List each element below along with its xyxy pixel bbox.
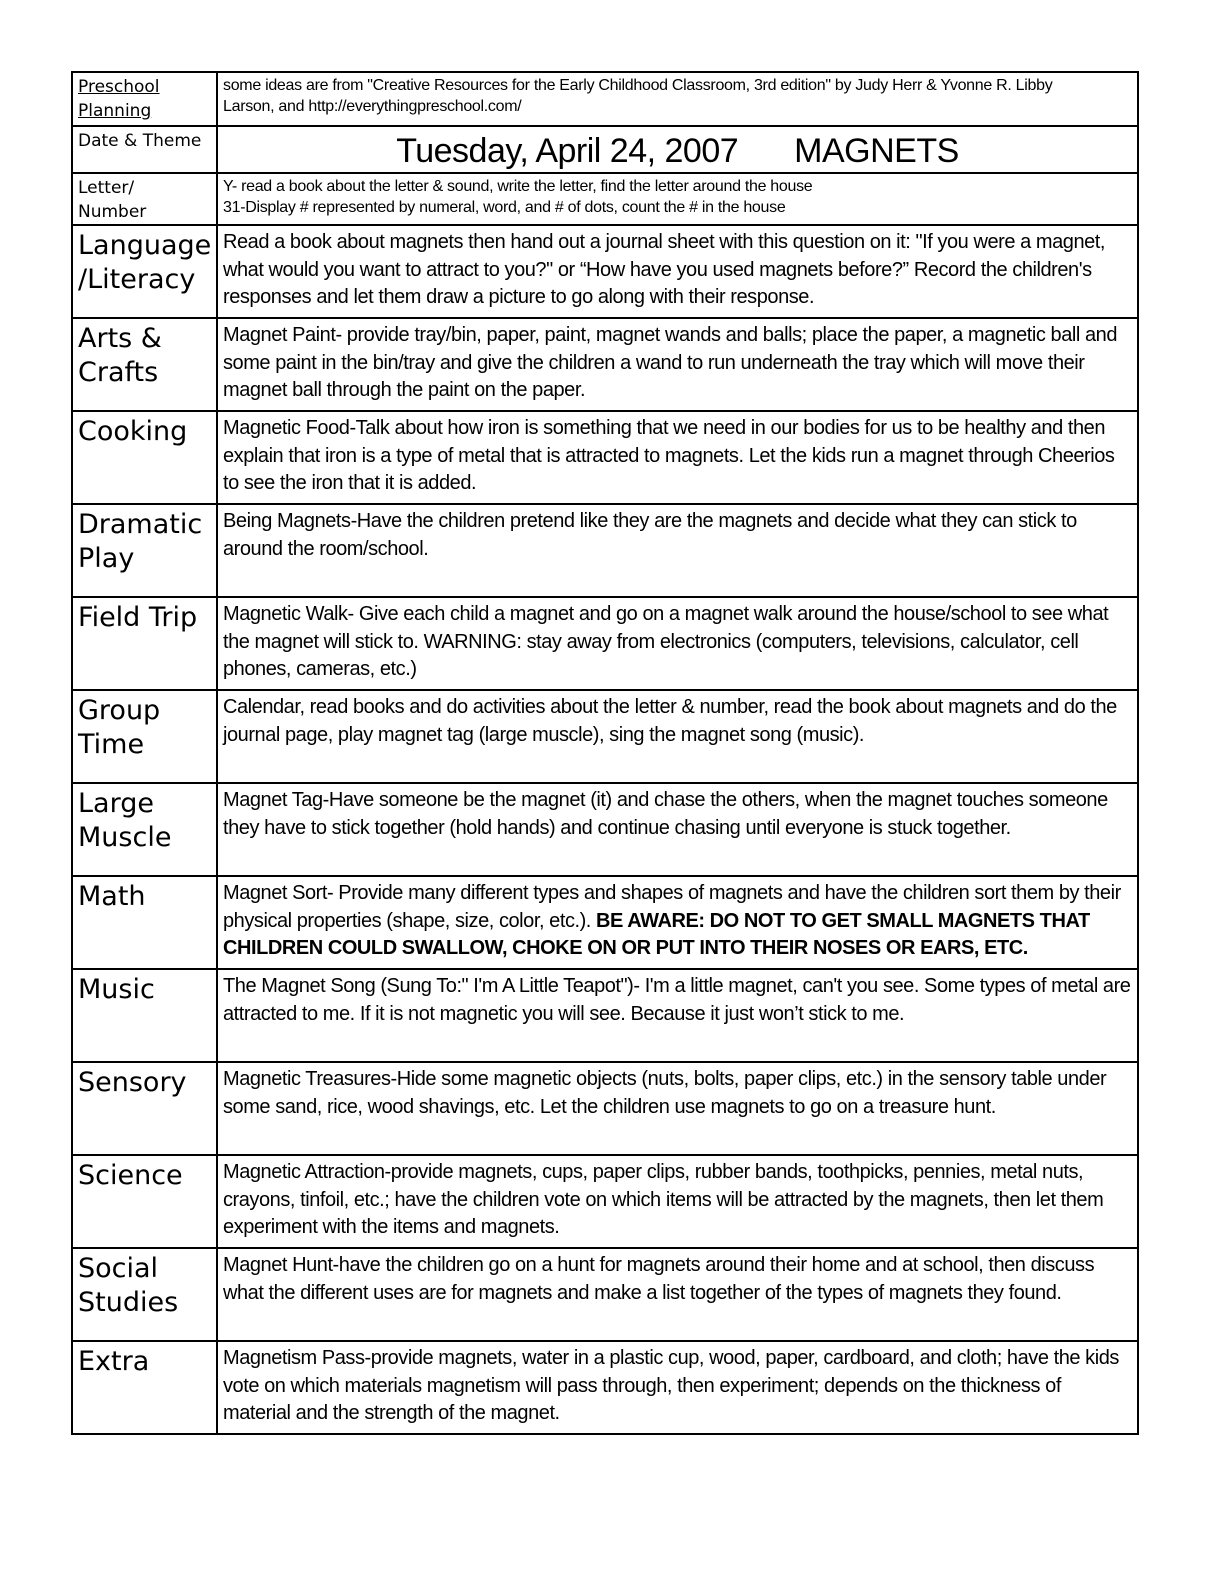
header-label: Preschool Planning [78,77,160,121]
activity-row-social-studies [72,1248,1138,1341]
activity-row-arts-crafts [72,318,1138,411]
activity-label-cell [72,597,217,690]
activity-row-math [72,876,1138,969]
letter-number-cell [217,173,1138,225]
activity-label: Math [78,881,146,912]
activity-row-music [72,969,1138,1062]
activity-row-large-muscle [72,783,1138,876]
activity-label-cell [72,1341,217,1434]
activity-description-cell [217,504,1138,597]
activity-label-cell [72,1248,217,1341]
activity-label-cell [72,1155,217,1248]
activity-row-sensory [72,1062,1138,1155]
activity-description: Magnetic Walk- Give each child a magnet and go on a magnet walk around the house/school to see what the magnet will stick to. WARNING: stay away from electronics (computers, televisions, calculator, cell phones, cameras, etc.) [223,603,1109,680]
activity-label: Language /Literacy [78,230,212,295]
activity-row-extra [72,1341,1138,1434]
safety-warning: BE AWARE: DO NOT TO GET SMALL MAGNETS THAT CHILDREN COULD SWALLOW, CHOKE ON OR PUT INTO THEIR NOSES OR EARS, ETC. [223,909,1090,959]
date-text: Tuesday, April 24, 2007 [396,132,739,170]
activity-description: Magnet Tag-Have someone be the magnet (it) and chase the others, when the magnet touches someone they have to stick together (hold hands) and continue chasing until everyone is stuck together. [223,789,1108,839]
activity-label: Science [78,1160,183,1191]
date-theme-heading [218,127,1137,172]
activity-row-group-time [72,690,1138,783]
activity-label: Large Muscle [78,788,172,853]
activity-label: Cooking [78,416,188,447]
header-label-cell [72,72,217,126]
date-theme-cell [217,126,1138,173]
activity-row-cooking [72,411,1138,504]
source-citation: some ideas are from "Creative Resources for the Early Childhood Classroom, 3rd edition" by Judy Herr & Yvonne R. Libby Larson, and http://everythingpreschool.com/ [223,77,1053,115]
activity-label-cell [72,783,217,876]
letter-activity: Y- read a book about the letter & sound, write the letter, find the letter around the house [223,178,813,195]
activity-description: Read a book about magnets then hand out a journal sheet with this question on it: "If you were a magnet, what would you want to attract to you?" or “How have you used magnets before?” Record the children's responses and let them draw a picture to go along with their response. [223,231,1106,308]
activity-label-cell [72,690,217,783]
activity-description: Magnetism Pass-provide magnets, water in a plastic cup, wood, paper, cardboard, and cloth; have the kids vote on which materials magnetism will pass through, then experiment; depends on the thickness of material and the strength of the magnet. [223,1347,1119,1424]
activity-description: Magnet Sort- Provide many different types and shapes of magnets and have the children sort them by their physical properties (shape, size, color, etc.). BE AWARE: DO NOT TO GET SMALL MAGNETS THAT CHILDREN COULD SWALLOW, CHOKE ON OR PUT INTO THEIR NOSES OR EARS, ETC. [223,882,1121,959]
letter-number-row [72,173,1138,225]
activity-rows [72,225,1138,1434]
activity-label: Extra [78,1346,150,1377]
header-row [72,72,1138,126]
source-cell [217,72,1138,126]
activity-label: Dramatic Play [78,509,203,574]
theme-text: MAGNETS [794,132,959,170]
activity-description-cell [217,690,1138,783]
activity-label-cell [72,1062,217,1155]
activity-label-cell [72,969,217,1062]
activity-description-cell [217,876,1138,969]
activity-description: Magnet Paint- provide tray/bin, paper, paint, magnet wands and balls; place the paper, a magnetic ball and some paint in the bin/tray and give the children a wand to run underneath the tray which will move their magnet ball through the paint on the paper. [223,324,1118,401]
activity-description: The Magnet Song (Sung To:" I'm A Little Teapot")- I'm a little magnet, can't you see. Some types of metal are attracted to me. If it is not magnetic you will see. Because it just won’t stick to me. [223,975,1131,1025]
activity-description-cell [217,783,1138,876]
activity-description: Magnet Hunt-have the children go on a hunt for magnets around their home and at school, then discuss what the different uses are for magnets and make a list together of the types of magnets they found. [223,1254,1095,1304]
activity-description: Magnetic Treasures-Hide some magnetic objects (nuts, bolts, paper clips, etc.) in the sensory table under some sand, rice, wood shavings, etc. Let the children use magnets to go on a treasure hunt. [223,1068,1107,1118]
date-theme-row [72,126,1138,173]
activity-row-science [72,1155,1138,1248]
activity-label-cell [72,876,217,969]
activity-label-cell [72,225,217,318]
activity-description-cell [217,1248,1138,1341]
activity-label: Social Studies [78,1253,179,1318]
activity-label: Field Trip [78,602,198,633]
activity-label: Sensory [78,1067,187,1098]
activity-label: Arts & Crafts [78,323,162,388]
planning-table [71,71,1139,1435]
activity-description-cell [217,411,1138,504]
activity-row-language-literacy [72,225,1138,318]
activity-row-field-trip [72,597,1138,690]
date-theme-label-cell [72,126,217,173]
activity-description-cell [217,1062,1138,1155]
activity-description-cell [217,597,1138,690]
activity-label: Group Time [78,695,161,760]
activity-description: Being Magnets-Have the children pretend like they are the magnets and decide what they can stick to around the room/school. [223,510,1077,560]
activity-description: Calendar, read books and do activities about the letter & number, read the book about magnets and do the journal page, play magnet tag (large muscle), sing the magnet song (music). [223,696,1117,746]
letter-number-label: Letter/ Number [78,178,147,222]
activity-description-cell [217,1155,1138,1248]
activity-description-cell [217,1341,1138,1434]
activity-description: Magnetic Attraction-provide magnets, cups, paper clips, rubber bands, toothpicks, pennies, metal nuts, crayons, tinfoil, etc.; have the children vote on which items will be attracted by the magnets, then let them experiment with the items and magnets. [223,1161,1104,1238]
activity-label: Music [78,974,155,1005]
activity-description-cell [217,969,1138,1062]
date-theme-label: Date & Theme [78,131,202,151]
letter-number-text [218,174,1137,218]
letter-number-label-cell [72,173,217,225]
activity-description-cell [217,318,1138,411]
number-activity: 31-Display # represented by numeral, word, and # of dots, count the # in the house [223,199,786,216]
activity-row-dramatic-play [72,504,1138,597]
activity-label-cell [72,504,217,597]
activity-label-cell [72,318,217,411]
activity-description-cell [217,225,1138,318]
activity-description: Magnetic Food-Talk about how iron is something that we need in our bodies for us to be healthy and then explain that iron is a type of metal that is attracted to magnets. Let the kids run a magnet through Cheerios to see the iron that it is added. [223,417,1115,494]
activity-label-cell [72,411,217,504]
